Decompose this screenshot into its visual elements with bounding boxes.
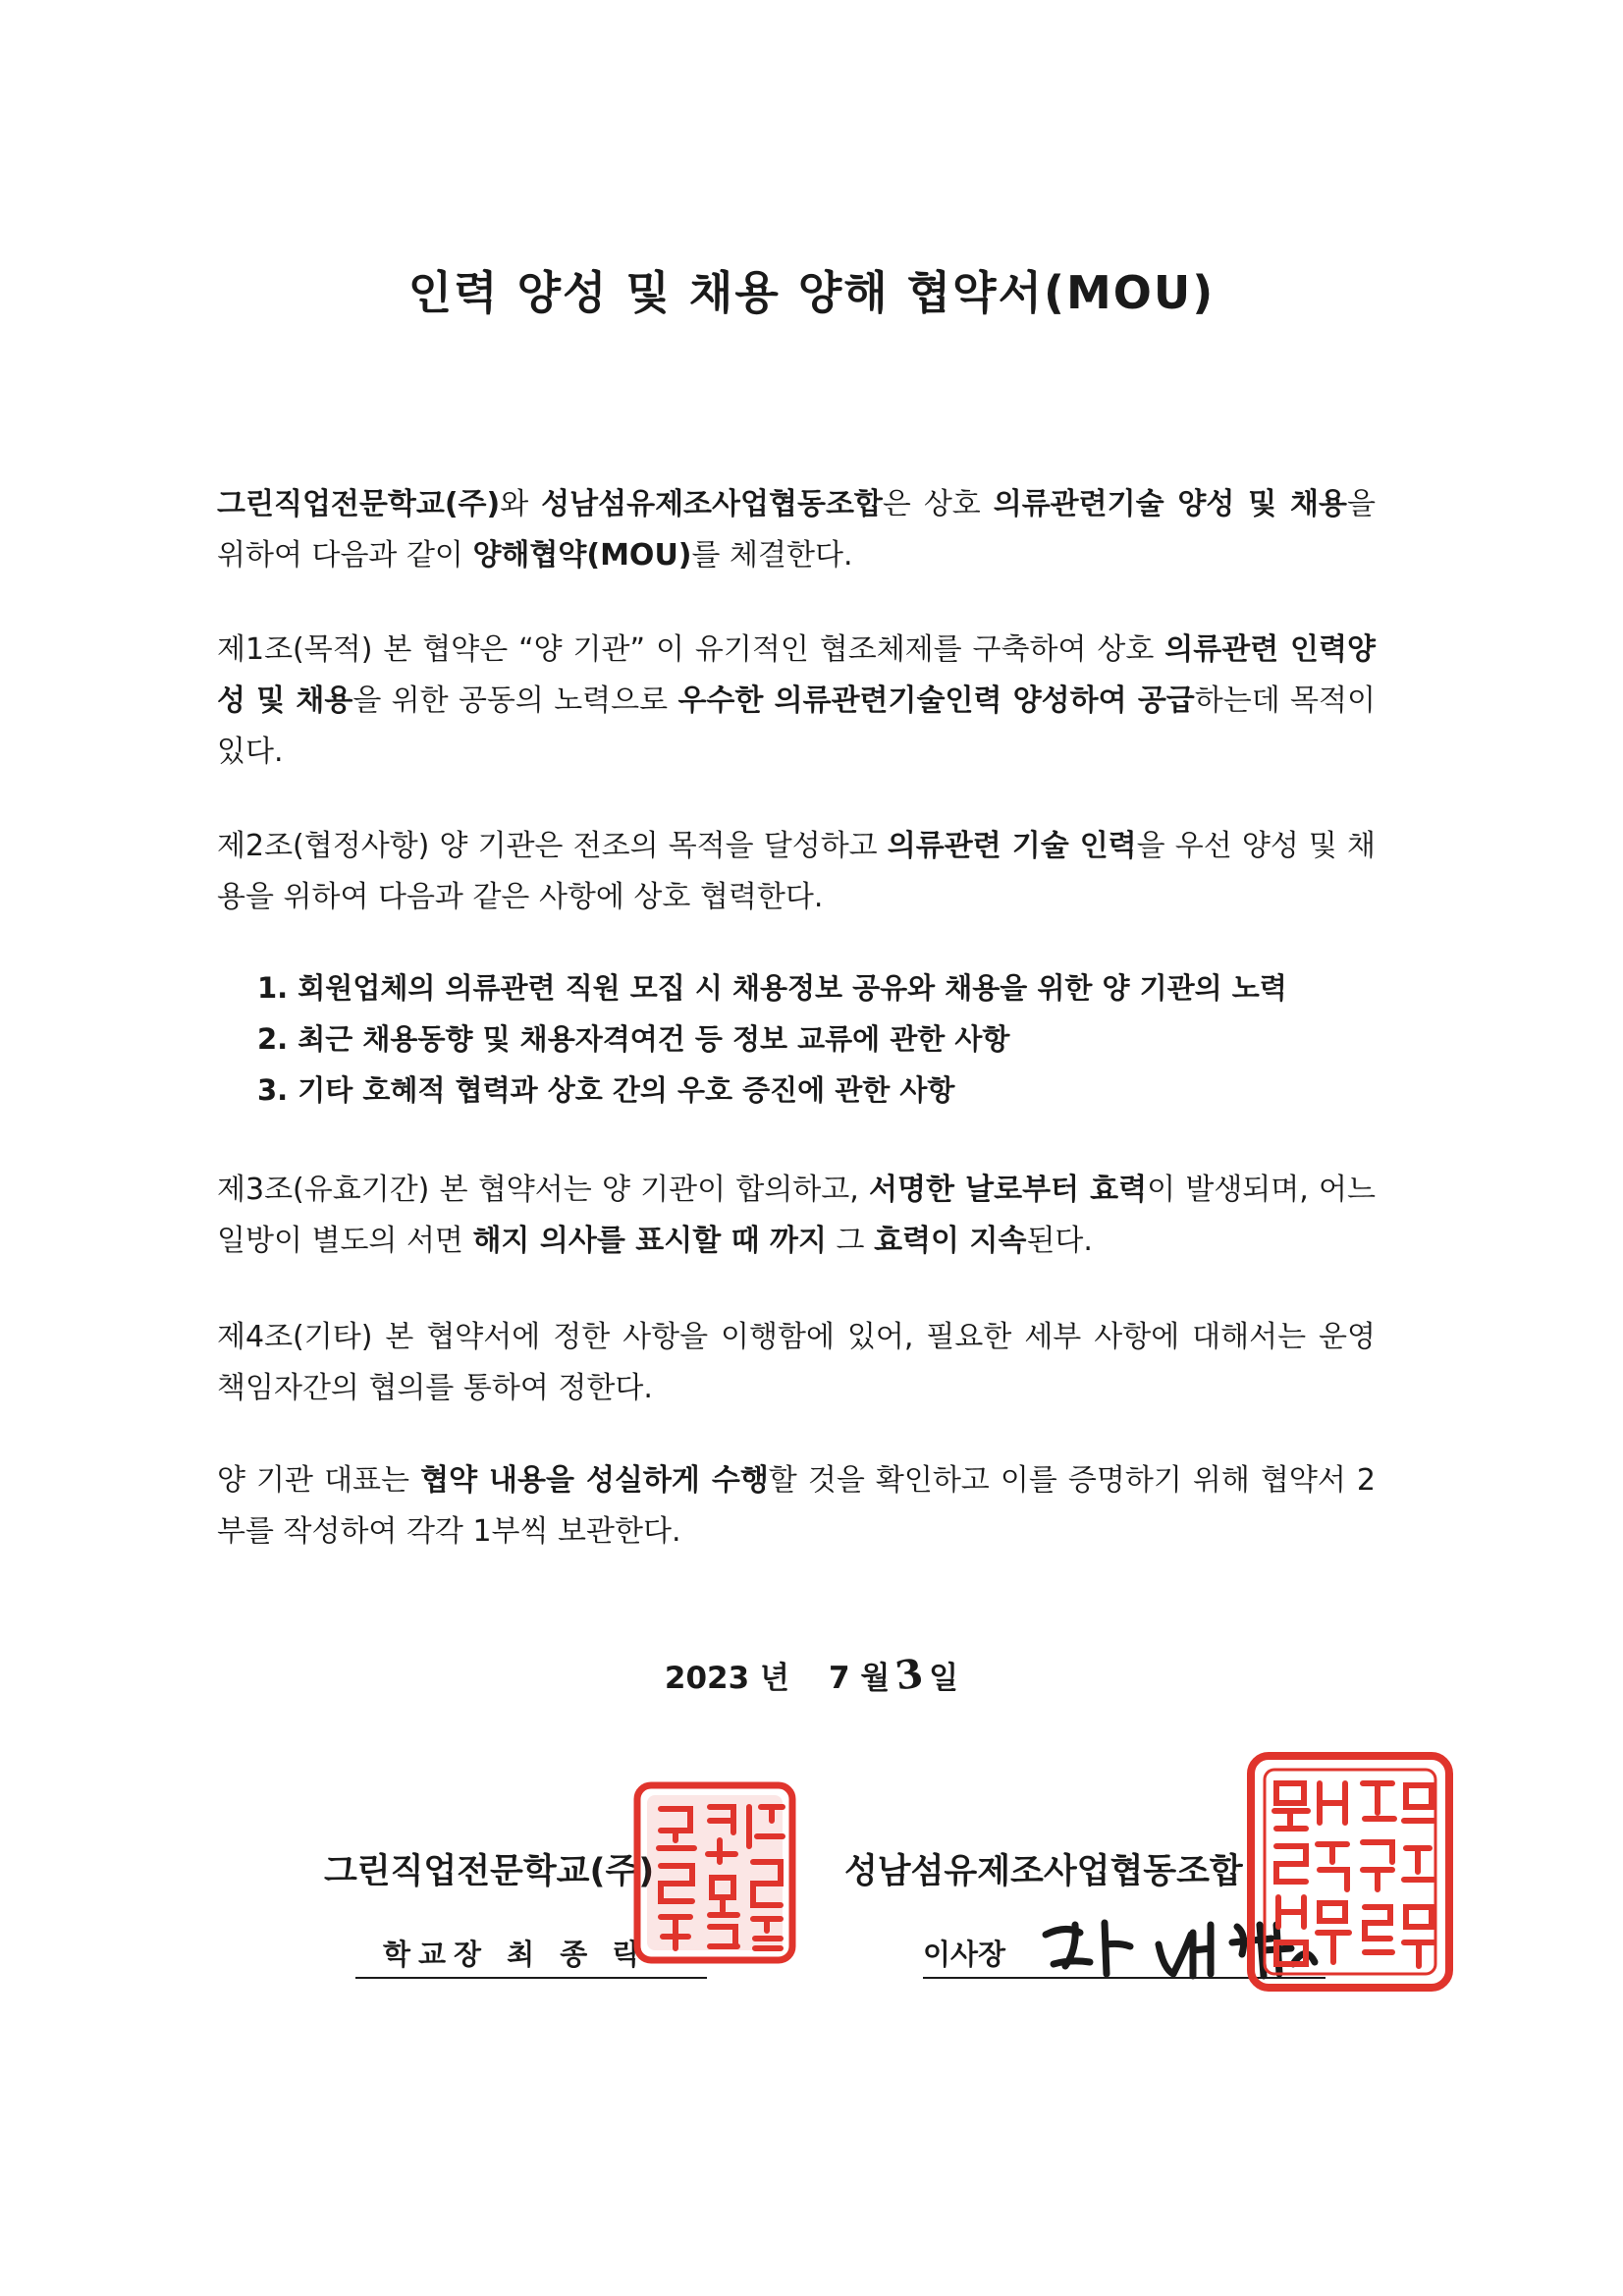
closing-paragraph: 양 기관 대표는 협약 내용을 성실하게 수행할 것을 확인하고 이를 증명하기 위해 협약서 2부를 작성하여 각각 1부씩 보관한다. bbox=[217, 1463, 1376, 1549]
article-4-other: 제4조(기타) 본 협약서에 정한 사항을 이행함에 있어, 필요한 세부 사항에 대해서는 운영 책임자간의 협의를 통하여 정한다. bbox=[217, 1320, 1376, 1405]
school-seal-icon bbox=[631, 1779, 798, 1966]
date-month: 7 bbox=[828, 1661, 850, 1696]
list-item: 2. 최근 채용동향 및 채용자격여건 등 정보 교류에 관한 사항 bbox=[257, 1022, 1010, 1056]
date-day-handwritten: 3 bbox=[893, 1650, 927, 1700]
list-item: 3. 기타 호혜적 협력과 상호 간의 우호 증진에 관한 사항 bbox=[257, 1073, 955, 1107]
school-name: 그린직업전문학교(주) bbox=[217, 487, 501, 521]
article-2-agreement: 제2조(협정사항) 양 기관은 전조의 목적을 달성하고 의류관련 기술 인력을 우선 양성 및 채용을 위하여 다음과 같은 사항에 상호 협력한다. bbox=[217, 829, 1376, 914]
right-signatory-role: 이사장 bbox=[923, 1933, 1325, 1979]
left-signatory-org: 그린직업전문학교(주) bbox=[324, 1852, 655, 1891]
agreement-date: 2023 년 7 월3일 bbox=[664, 1650, 959, 1700]
left-signatory-role: 학교장 최 종 락 bbox=[355, 1933, 707, 1979]
cooperation-items-list bbox=[257, 962, 1377, 1116]
article-1-purpose: 제1조(목적) 본 협약은 “양 기관” 이 유기적인 협조체제를 구축하여 상호 의류관련 인력양성 및 채용을 위한 공동의 노력으로 우수한 의류관련기술인력 양성하여 공급하는데 목적이 있다. bbox=[217, 632, 1376, 769]
date-year: 2023 bbox=[664, 1661, 750, 1696]
article-3-validity: 제3조(유효기간) 본 협약서는 양 기관이 합의하고, 서명한 날로부터 효력이 발생되며, 어느 일방이 별도의 서면 해지 의사를 표시할 때 까지 그 효력이 지속된다. bbox=[217, 1173, 1376, 1258]
intro-paragraph: 그린직업전문학교(주)와 성남섬유제조사업협동조합은 상호 의류관련기술 양성 및 채용을 위하여 다음과 같이 양해협약(MOU)를 체결한다. bbox=[217, 487, 1376, 573]
list-item: 1. 회원업체의 의류관련 직원 모집 시 채용정보 공유와 채용을 위한 양 기관의 노력 bbox=[257, 971, 1287, 1005]
right-signatory-org: 성남섬유제조사업협동조합 bbox=[844, 1852, 1243, 1891]
union-name: 성남섬유제조사업협동조합 bbox=[541, 487, 883, 521]
union-seal-icon bbox=[1245, 1750, 1455, 1994]
document-title: 인력 양성 및 채용 양해 협약서(MOU) bbox=[407, 266, 1216, 319]
